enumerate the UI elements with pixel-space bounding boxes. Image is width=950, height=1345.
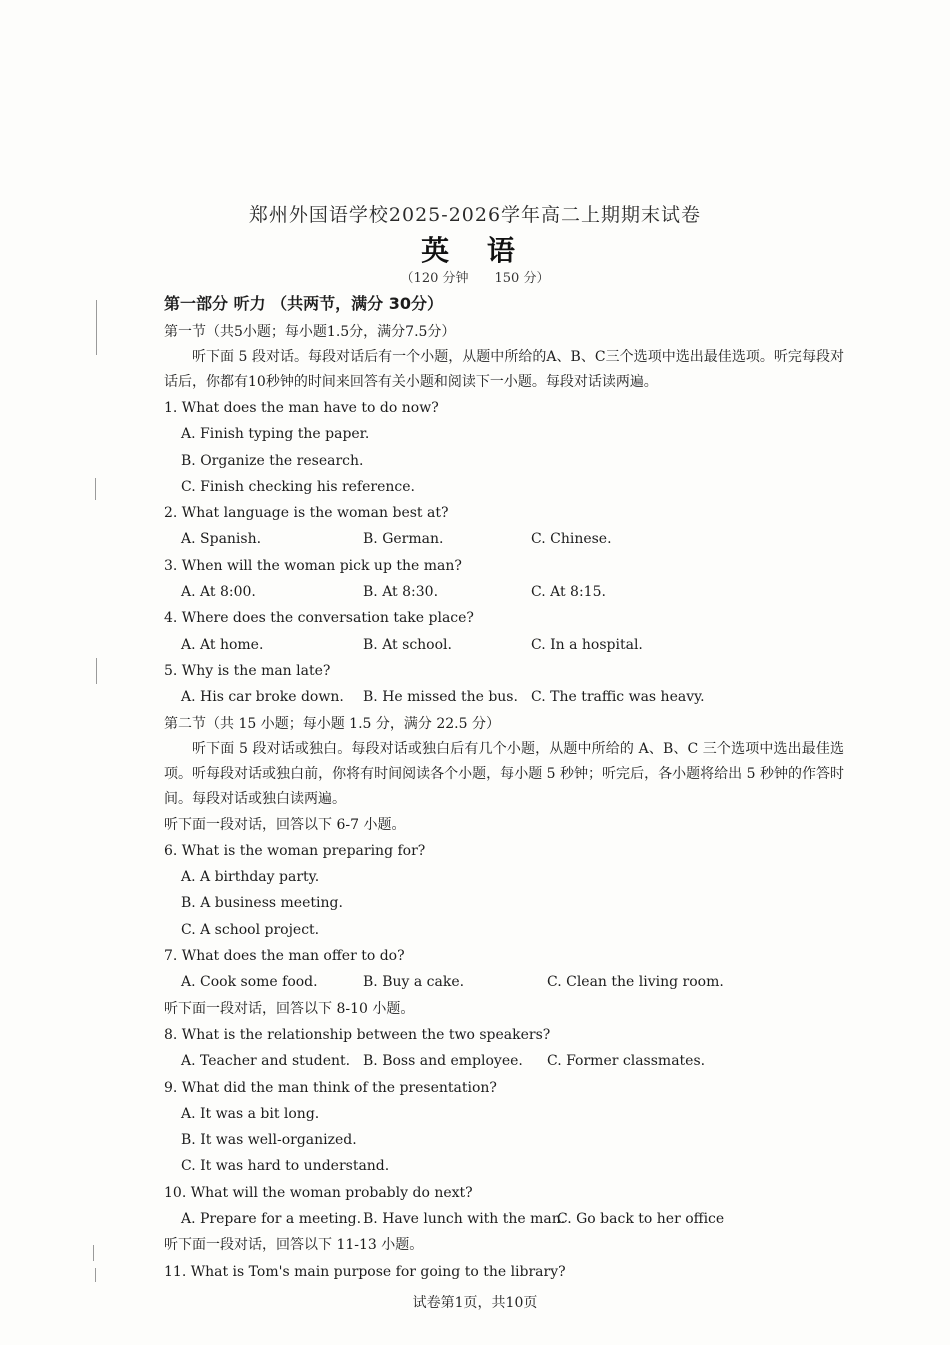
option-2a: A. Spanish. [181, 531, 262, 548]
note-6-7: 听下面一段对话，回答以下 6-7 小题。 [164, 816, 406, 833]
option-8a: A. Teacher and student. [181, 1053, 351, 1070]
option-9a: A. It was a bit long. [181, 1105, 320, 1122]
options-3 [164, 579, 844, 605]
option-5b: B. He missed the bus. [363, 689, 518, 706]
question-7: 7. What does the man offer to do? [164, 948, 405, 965]
option-4c: C. In a hospital. [531, 636, 643, 653]
options-5 [164, 684, 844, 710]
option-10a: A. Prepare for a meeting. [181, 1211, 362, 1228]
exam-subject: 英 语 [421, 234, 529, 267]
question-1: 1. What does the man have to do now? [164, 400, 439, 416]
option-2b: B. German. [363, 531, 444, 548]
margin-mark [95, 1268, 96, 1282]
option-4b: B. At school. [363, 636, 452, 653]
question-4: 4. Where does the conversation take place? [164, 610, 474, 627]
option-1a: A. Finish typing the paper. [181, 426, 370, 443]
option-6c: C. A school project. [181, 921, 320, 938]
section1-heading: 第一节（共5小题；每小题1.5分，满分7.5分） [164, 324, 456, 340]
options-8 [164, 1048, 844, 1074]
option-7c: C. Clean the living room. [547, 974, 724, 991]
option-9c: C. It was hard to understand. [181, 1158, 390, 1175]
option-1b: B. Organize the research. [181, 452, 364, 469]
exam-duration: （120 分钟 150 分） [400, 271, 550, 286]
question-5: 5. Why is the man late? [164, 662, 331, 679]
question-8: 8. What is the relationship between the two speakers? [164, 1026, 551, 1043]
margin-mark [95, 478, 96, 500]
section2-instructions: 听下面 5 段对话或独白。每段对话或独白后有几个小题，从题中所给的 A、B、C 三个选项中选出最佳选项。听每段对话或独白前，你将有时间阅读各个小题，每小题 5 秒钟；听完后，各小题将给出 5 秒钟的作答时间。每段对话或独白读两遍。 [164, 740, 844, 807]
margin-mark [96, 658, 97, 684]
section2-heading: 第二节（共 15 小题；每小题 1.5 分，满分 22.5 分） [164, 715, 500, 732]
page-footer: 试卷第1页，共10页 [412, 1295, 538, 1311]
note-8-10: 听下面一段对话，回答以下 8-10 小题。 [164, 1000, 415, 1017]
option-4a: A. At home. [181, 636, 264, 653]
question-11: 11. What is Tom's main purpose for going to the library? [164, 1263, 566, 1280]
question-10: 10. What will the woman probably do next? [164, 1184, 473, 1201]
option-3c: C. At 8:15. [531, 584, 606, 601]
exam-title: 郑州外国语学校2025-2026学年高二上期期末试卷 [248, 204, 702, 226]
note-11-13: 听下面一段对话，回答以下 11-13 小题。 [164, 1237, 424, 1254]
option-7a: A. Cook some food. [181, 974, 318, 991]
option-8b: B. Boss and employee. [363, 1053, 523, 1070]
option-10b: B. Have lunch with the man. [363, 1211, 566, 1228]
options-4 [164, 632, 844, 658]
option-3a: A. At 8:00. [181, 584, 256, 601]
option-6b: B. A business meeting. [181, 895, 343, 912]
option-5a: A. His car broke down. [181, 689, 344, 706]
option-1c: C. Finish checking his reference. [181, 478, 415, 495]
option-3b: B. At 8:30. [363, 584, 439, 601]
option-8c: C. Former classmates. [547, 1053, 706, 1070]
option-5c: C. The traffic was heavy. [531, 689, 705, 706]
option-2c: C. Chinese. [531, 531, 612, 548]
margin-mark [93, 1245, 94, 1261]
question-6: 6. What is the woman preparing for? [164, 842, 426, 859]
option-7b: B. Buy a cake. [363, 974, 465, 991]
question-9: 9. What did the man think of the presentation? [164, 1079, 497, 1096]
margin-mark [96, 300, 97, 355]
section1-instructions: 听下面 5 段对话。每段对话后有一个小题，从题中所给的A、B、C三个选项中选出最佳选项。听完每段对话后，你都有10秒钟的时间来回答有关小题和阅读下一小题。每段对话读两遍。 [164, 349, 844, 390]
options-7 [164, 969, 844, 995]
question-2: 2. What language is the woman best at? [164, 505, 449, 522]
option-10c: C. Go back to her office [557, 1211, 725, 1228]
option-9b: B. It was well-organized. [181, 1132, 357, 1149]
options-2 [164, 526, 844, 552]
question-3: 3. When will the woman pick up the man? [164, 557, 462, 574]
exam-content [164, 289, 844, 1285]
option-6a: A. A birthday party. [181, 869, 320, 886]
part1-heading: 第一部分 听力 （共两节，满分 30分） [164, 294, 443, 313]
options-10 [164, 1206, 844, 1232]
